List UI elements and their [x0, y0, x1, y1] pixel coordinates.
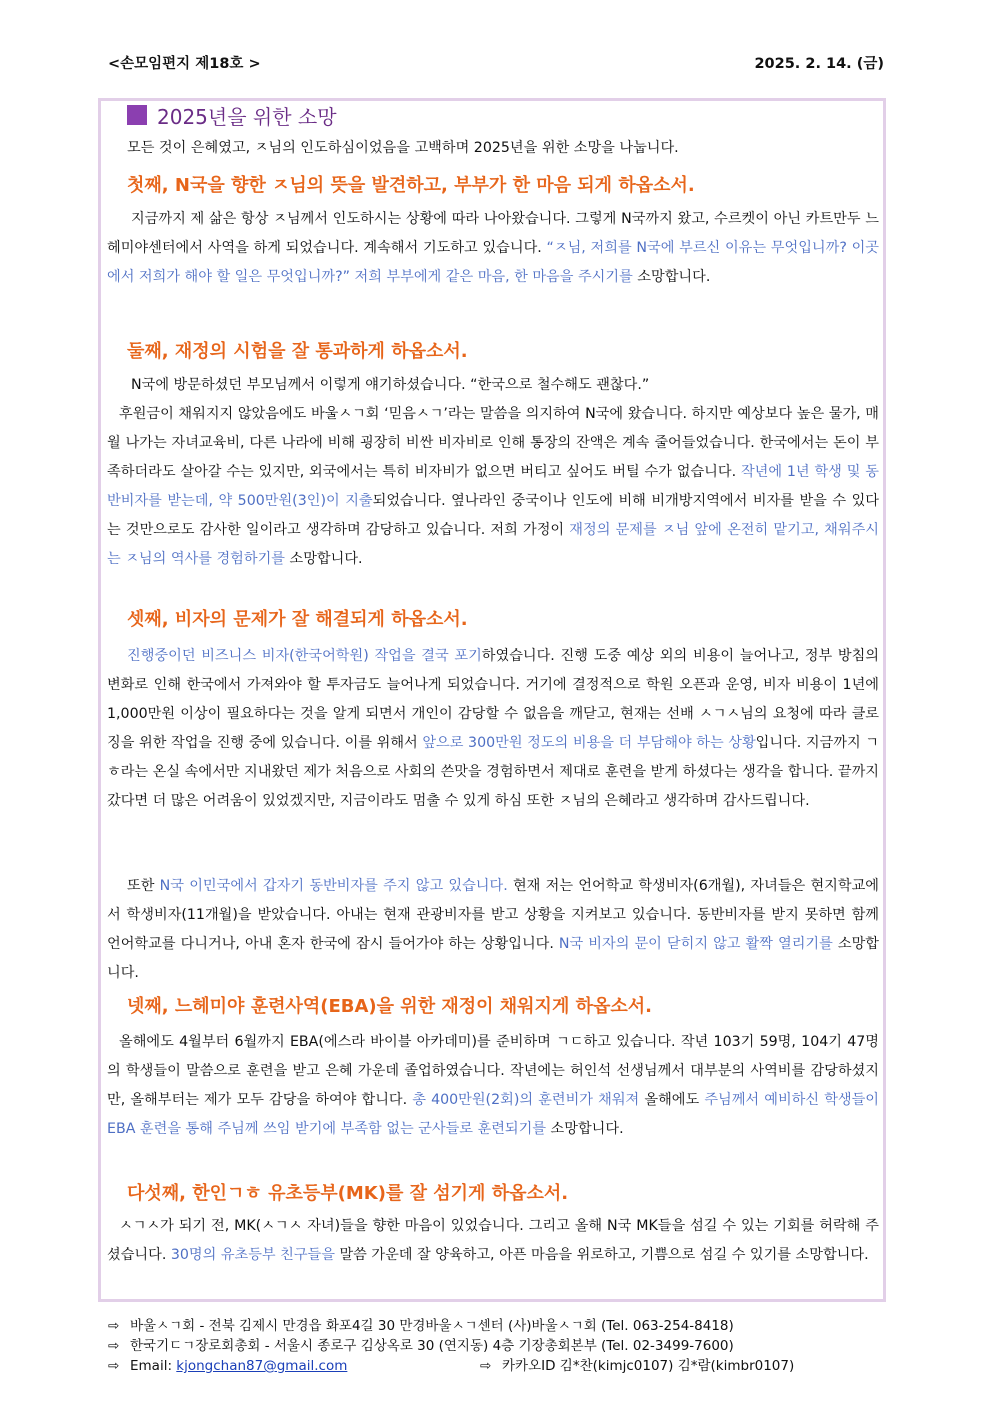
arrow-right-icon: ⇨ [108, 1338, 120, 1354]
section-5-heading: 다섯째, 한인ㄱㅎ 유초등부(MK)를 잘 섬기게 하옵소서. [127, 1183, 569, 1204]
footer-line-church-assembly: ⇨ 한국기ㄷㄱ장로회총회 - 서울시 종로구 김상옥로 30 (연지동) 4층 기장총회본부 (Tel. 02-3499-7600) [108, 1338, 734, 1354]
section-2-heading: 둘째, 재정의 시험을 잘 통과하게 하옵소서. [127, 341, 468, 362]
section-2-paragraph-1: N국에 방문하셨던 부모님께서 이렇게 얘기하셨습니다. “한국으로 철수해도 괜찮다.” [131, 377, 650, 393]
footer-line-contact: ⇨ Email: kjongchan87@gmail.com ⇨ 카카오ID 김*찬(kimjc0107) 김*람(kimbr0107) [108, 1358, 795, 1374]
intro-paragraph: 모든 것이 은혜였고, ㅈ님의 인도하심이었음을 고백하며 2025년을 위한 소망을 나눕니다. [127, 140, 679, 156]
arrow-right-icon: ⇨ [108, 1318, 120, 1334]
footer-line-mission-org: ⇨ 바울ㅅㄱ회 - 전북 김제시 만경읍 화포4길 30 만경바울ㅅㄱ센터 (사)바울ㅅㄱ회 (Tel. 063-254-8418) [108, 1318, 734, 1334]
section-5-paragraph: ㅅㄱㅅ가 되기 전, MK(ㅅㄱㅅ 자녀)들을 향한 마음이 있었습니다. 그리고 올해 N국 MK들을 섬길 수 있는 기회를 허락해 주셨습니다. 30명의 유초등부 친구들을 말씀 가운데 잘 양육하고, 아픈 마음을 위로하고, 기쁨으로 섬길 수 있기를 소망합니다. [107, 1218, 879, 1263]
section-1-heading: 첫째, N국을 향한 ㅈ님의 뜻을 발견하고, 부부가 한 마음 되게 하옵소서. [127, 175, 695, 196]
footer-contact [108, 1316, 868, 1376]
section-1-paragraph: 지금까지 제 삶은 항상 ㅈ님께서 인도하시는 상황에 따라 나아왔습니다. 그렇게 N국까지 왔고, 수르켓이 아닌 카트만두 느헤미야센터에서 사역을 하게 되었습니다. 계속해서 기도하고 있습니다. “ㅈ님, 저희를 N국에 부르신 이유는 무엇입니까? 이곳에서 저희가 해야 할 일은 무엇입니까?” 저희 부부에게 같은 마음, 한 마음을 주시기를 소망합니다. [107, 211, 879, 285]
email-link[interactable]: kjongchan87@gmail.com [176, 1358, 348, 1374]
letter-issue: <손모임편지 제18호 > [108, 56, 261, 72]
letter-header [108, 52, 884, 80]
letter-date: 2025. 2. 14. (금) [754, 56, 884, 72]
page-title [127, 100, 337, 130]
section-3-paragraph-1: 진행중이던 비즈니스 비자(한국어학원) 작업을 결국 포기하였습니다. 진행 도중 예상 외의 비용이 늘어나고, 정부 방침의 변화로 인해 한국에서 가져와야 할 투자금도 늘어나게 되었습니다. 거기에 결정적으로 학원 오픈과 운영, 비자 비용이 1년에 1,000만원 이상이 필요하다는 것을 알게 되면서 개인이 감당할 수 없음을 깨닫고, 현재는 선배 ㅅㄱㅅ님의 요청에 따라 클로징을 위한 작업을 진행 중에 있습니다. 이를 위해서 앞으로 300만원 정도의 비용을 더 부담해야 하는 상황입니다. 지금까지 ㄱㅎ라는 온실 속에서만 지내왔던 제가 처음으로 사회의 쓴맛을 경험하면서 제대로 훈련을 받게 하셨다는 생각을 합니다. 끝까지 갔다면 더 많은 어려움이 있었겠지만, 지금이라도 멈출 수 있게 하심 또한 ㅈ님의 은혜라고 생각하며 감사드립니다. [107, 648, 879, 809]
kakao-id: ⇨ 카카오ID 김*찬(kimjc0107) 김*람(kimbr0107) [480, 1358, 795, 1374]
section-3-paragraph-2: 또한 N국 이민국에서 갑자기 동반비자를 주지 않고 있습니다. 현재 저는 언어학교 학생비자(6개월), 자녀들은 현지학교에서 학생비자(11개월)을 받았습니다. 아내는 현재 관광비자를 받고 상황을 지켜보고 있습니다. 동반비자를 받지 못하면 함께 언어학교를 다니거나, 아내 혼자 한국에 잠시 들어가야 하는 상황입니다. N국 비자의 문이 닫히지 않고 활짝 열리기를 소망합니다. [107, 878, 879, 981]
section-4-paragraph: 올해에도 4월부터 6월까지 EBA(에스라 바이블 아카데미)를 준비하며 ㄱㄷ하고 있습니다. 작년 103기 59명, 104기 47명의 학생들이 말씀으로 훈련을 받고 은혜 가운데 졸업하였습니다. 작년에는 허인석 선생님께서 대부분의 사역비를 감당하셨지만, 올해부터는 제가 모두 감당을 하여야 합니다. 총 400만원(2회)의 훈련비가 채워져 올해에도 주님께서 예비하신 학생들이 EBA 훈련을 통해 주님께 쓰임 받기에 부족함 없는 군사들로 훈련되기를 소망합니다. [107, 1034, 880, 1137]
square-bullet-icon [127, 105, 147, 125]
section-3-heading: 셋째, 비자의 문제가 잘 해결되게 하옵소서. [127, 609, 468, 630]
section-4-heading: 넷째, 느헤미야 훈련사역(EBA)을 위한 재정이 채워지게 하옵소서. [127, 996, 652, 1017]
section-2-paragraph-2: 후원금이 채워지지 않았음에도 바울ㅅㄱ회 ‘믿음ㅅㄱ’라는 말씀을 의지하여 N국에 왔습니다. 하지만 예상보다 높은 물가, 매월 나가는 자녀교육비, 다른 나라에 비해 굉장히 비싼 비자비로 인해 통장의 잔액은 계속 줄어들었습니다. 한국에서는 돈이 부족하더라도 살아갈 수는 있지만, 외국에서는 특히 비자비가 없으면 버티고 싶어도 버틸 수가 없습니다. 작년에 1년 학생 및 동반비자를 받는데, 약 500만원(3인)이 지출되었습니다. 옆나라인 중국이나 인도에 비해 비개방지역에서 비자를 받을 수 있다는 것만으로도 감사한 일이라고 생각하며 감당하고 있습니다. 저희 가정이 재정의 문제를 ㅈ님 앞에 온전히 맡기고, 채워주시는 ㅈ님의 역사를 경험하기를 소망합니다. [107, 406, 879, 567]
page-title-text: 2025년을 위한 소망 [157, 104, 337, 129]
arrow-right-icon: ⇨ [108, 1358, 120, 1374]
arrow-right-icon: ⇨ [480, 1358, 492, 1374]
